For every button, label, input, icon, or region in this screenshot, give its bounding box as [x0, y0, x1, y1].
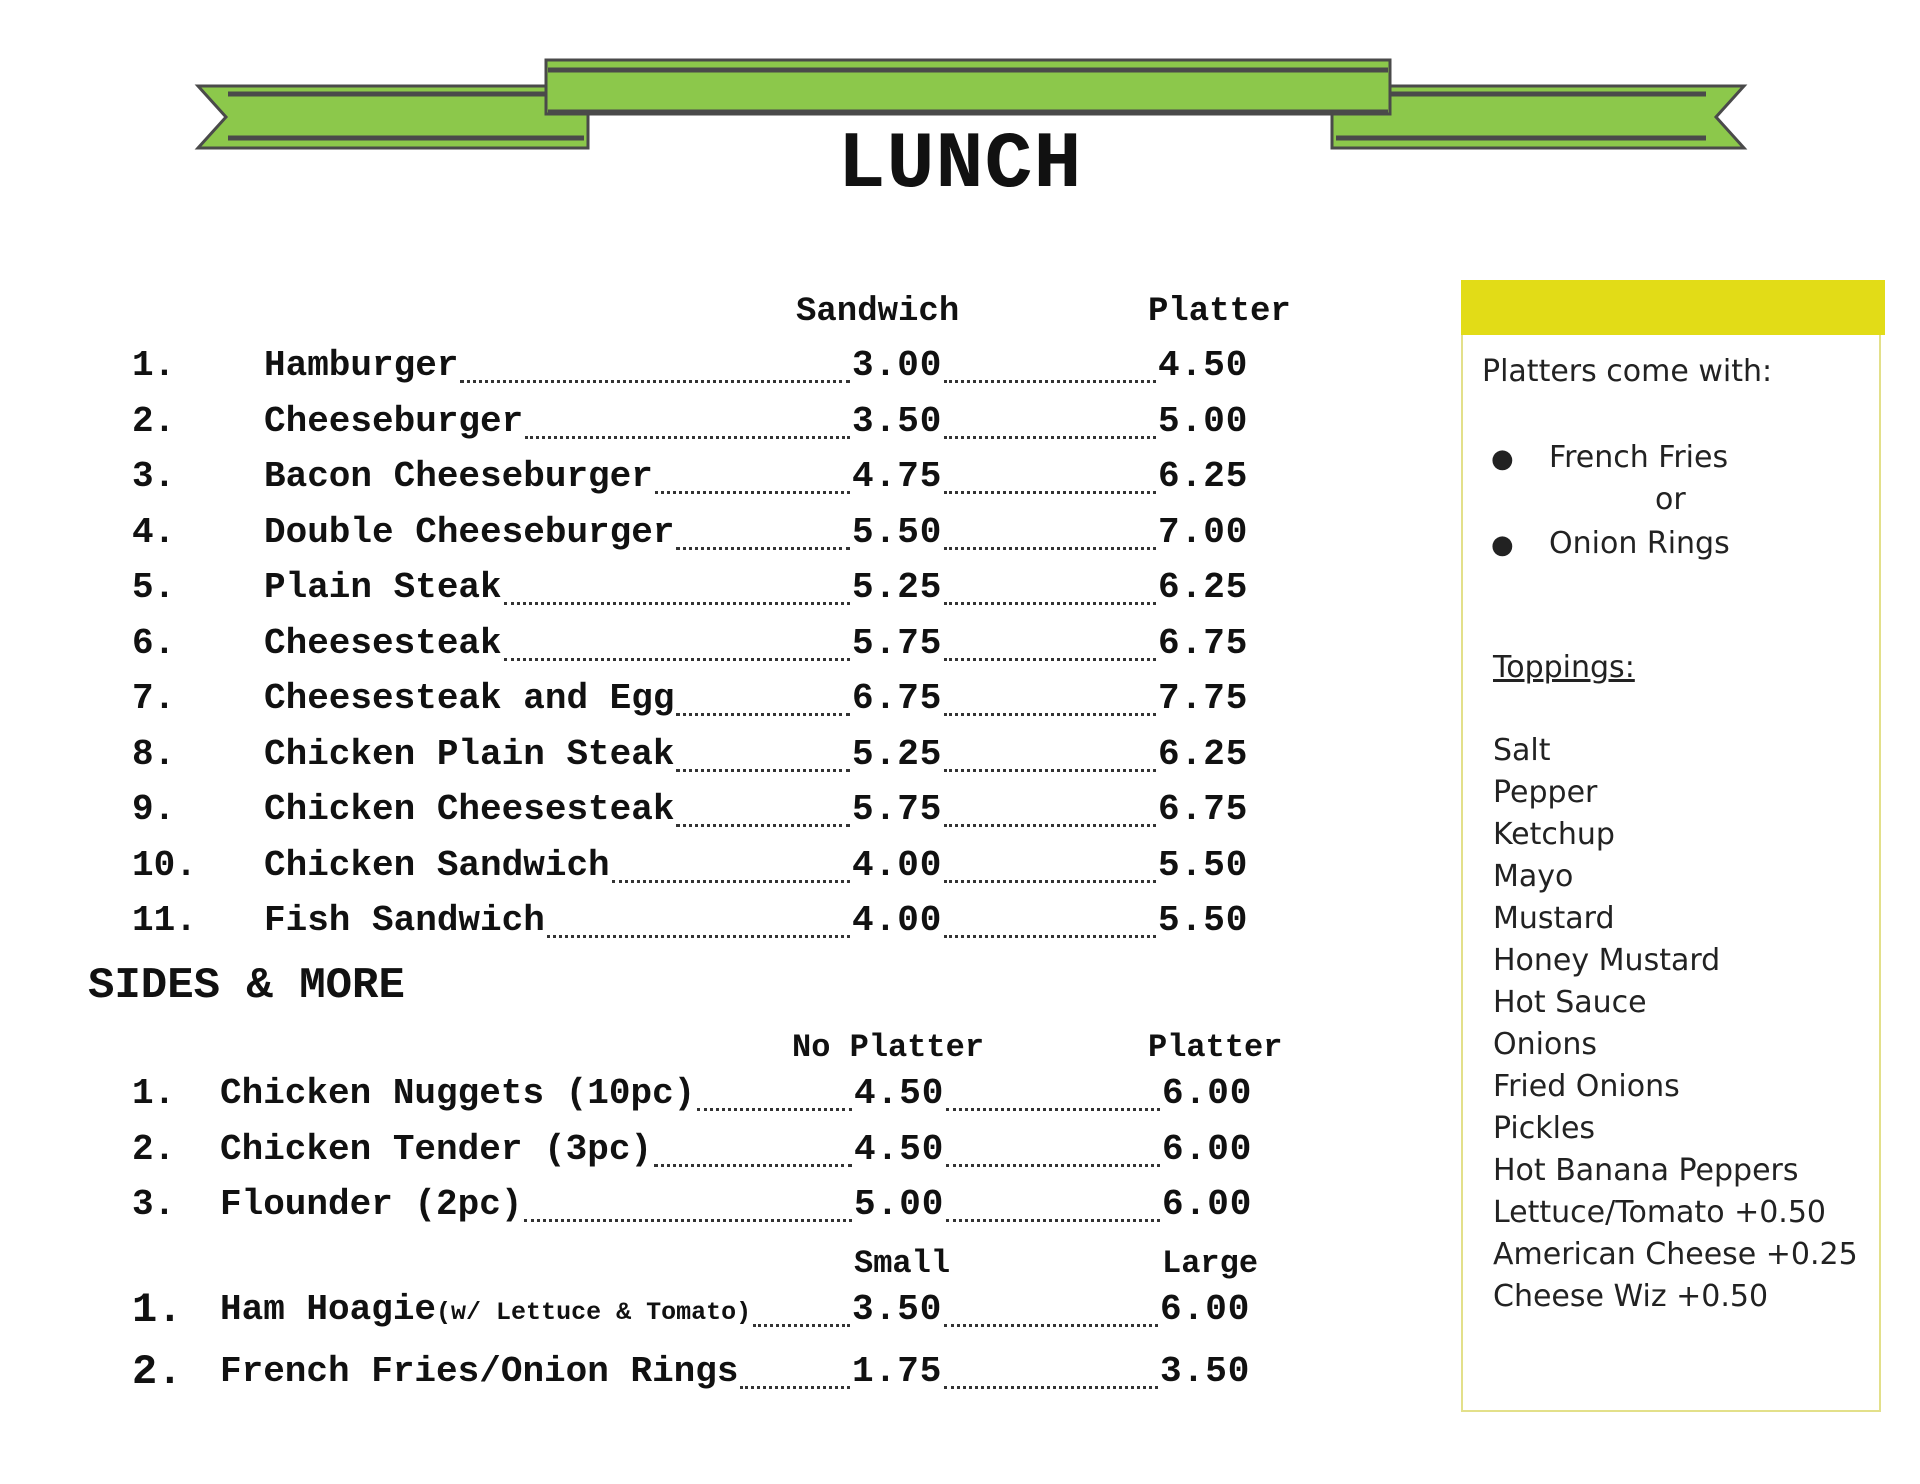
menu-item-row: [0, 564, 1300, 620]
item-name: [264, 453, 653, 501]
price-first: 4.75: [852, 456, 943, 497]
item-name-text: Bacon Cheeseburger: [264, 456, 653, 497]
topping-item: Salt: [1493, 733, 1551, 768]
platter-info-panel: [1461, 280, 1881, 1412]
item-name-text: Double Cheeseburger: [264, 511, 675, 553]
item-name: [264, 620, 502, 668]
item-name-text: Cheesesteak and Egg: [264, 678, 675, 719]
item-number: 11.: [132, 900, 197, 941]
dot-leader: [944, 713, 1156, 716]
more-header-small: Small: [854, 1245, 951, 1282]
menu-item-row: [0, 731, 1300, 787]
panel-header-bar: [1461, 280, 1885, 335]
menu-item-row: [0, 620, 1300, 676]
price-second: 6.75: [1158, 622, 1249, 664]
item-name-text: Chicken Tender (3pc): [220, 1128, 653, 1170]
menu-item-row: [0, 675, 1300, 731]
price-second: 6.00: [1162, 1073, 1253, 1114]
topping-item: Ketchup: [1493, 817, 1615, 852]
dot-leader: [944, 602, 1156, 605]
platter-option-separator: or: [1655, 482, 1686, 517]
item-name-text: Chicken Cheesesteak: [264, 789, 675, 830]
topping-item: American Cheese +0.25: [1493, 1237, 1858, 1272]
menu-item-row: [0, 1286, 1300, 1342]
topping-item: Hot Sauce: [1493, 985, 1647, 1020]
item-number: 6.: [132, 622, 176, 664]
menu-item-row: [0, 1126, 1300, 1182]
item-number: 3.: [132, 456, 176, 497]
more-header-large: Large: [1162, 1245, 1259, 1282]
dot-leader: [944, 491, 1156, 494]
price-second: 5.00: [1158, 400, 1249, 442]
platter-intro-text: Platters come with:: [1482, 354, 1773, 389]
topping-item: Mayo: [1493, 859, 1574, 894]
menu-item-row: [0, 842, 1300, 898]
item-number: 4.: [132, 511, 176, 553]
dot-leader: [676, 713, 850, 716]
item-number: 1.: [132, 1286, 183, 1334]
item-name: [264, 842, 610, 890]
dot-leader: [504, 658, 850, 661]
price-second: 6.00: [1162, 1184, 1253, 1225]
item-name: [264, 675, 674, 723]
dot-leader: [944, 935, 1156, 938]
dot-leader: [944, 436, 1156, 439]
item-number: 2.: [132, 400, 176, 442]
dot-leader: [612, 880, 850, 883]
price-second: 7.00: [1158, 511, 1249, 553]
price-second: 7.75: [1158, 678, 1249, 719]
dot-leader: [504, 602, 850, 605]
item-name: [220, 1126, 652, 1174]
toppings-list: [1493, 730, 1858, 1318]
topping-item: Mustard: [1493, 901, 1615, 936]
dot-leader: [946, 1164, 1160, 1167]
item-name-text: Chicken Plain Steak: [264, 733, 675, 775]
price-first: 4.50: [854, 1128, 945, 1170]
item-number: 1.: [132, 345, 176, 386]
sides-section-title: SIDES & MORE: [88, 961, 405, 1011]
item-name-text: Ham Hoagie: [220, 1289, 437, 1330]
price-second: 6.25: [1158, 567, 1249, 608]
item-name-text: Fish Sandwich: [264, 900, 545, 941]
dot-leader: [525, 436, 850, 439]
item-number: 5.: [132, 567, 176, 608]
topping-item: Honey Mustard: [1493, 943, 1721, 978]
bullet-icon: ●: [1491, 530, 1514, 560]
lunch-header-sandwich: Sandwich: [796, 293, 960, 331]
item-name-text: Cheeseburger: [264, 400, 524, 442]
price-first: 5.25: [852, 567, 943, 608]
item-number: 9.: [132, 789, 176, 830]
item-name: [220, 1070, 695, 1118]
price-first: 5.75: [852, 789, 943, 830]
sides-header-no-platter: No Platter: [792, 1029, 985, 1066]
toppings-heading: Toppings:: [1493, 650, 1635, 685]
item-name-text: Cheesesteak: [264, 622, 502, 664]
price-first: 5.25: [852, 733, 943, 775]
item-name: [264, 564, 502, 612]
menu-item-row: [0, 342, 1300, 398]
dot-leader: [944, 824, 1156, 827]
price-first: 3.00: [852, 345, 943, 386]
item-number: 2.: [132, 1128, 176, 1170]
bullet-icon: ●: [1491, 444, 1514, 474]
dot-leader: [654, 1164, 852, 1167]
dot-leader: [946, 1219, 1160, 1222]
topping-item: Onions: [1493, 1027, 1597, 1062]
price-first: 5.50: [852, 511, 943, 553]
price-second: 4.50: [1158, 345, 1249, 386]
dot-leader: [944, 380, 1156, 383]
dot-leader: [524, 1219, 852, 1222]
sides-header-platter: Platter: [1148, 1029, 1283, 1066]
item-name: [264, 342, 458, 390]
price-second: 6.75: [1158, 789, 1249, 830]
item-name-text: Hamburger: [264, 345, 459, 386]
price-first: 4.50: [854, 1073, 945, 1114]
price-first: 4.00: [852, 844, 943, 886]
item-number: 7.: [132, 678, 176, 719]
menu-item-row: [0, 1181, 1300, 1237]
menu-item-row: [0, 786, 1300, 842]
topping-item: Hot Banana Peppers: [1493, 1153, 1799, 1188]
price-first: 4.00: [852, 900, 943, 941]
item-name: [264, 731, 674, 779]
menu-item-row: [0, 453, 1300, 509]
lunch-header-platter: Platter: [1148, 293, 1291, 331]
price-first: 3.50: [852, 400, 943, 442]
dot-leader: [697, 1108, 852, 1111]
topping-item: Lettuce/Tomato +0.50: [1493, 1195, 1827, 1230]
dot-leader: [944, 1386, 1158, 1389]
menu-item-row: [0, 1070, 1300, 1126]
dot-leader: [460, 380, 850, 383]
price-first: 1.75: [852, 1351, 943, 1392]
dot-leader: [740, 1386, 850, 1389]
dot-leader: [676, 769, 850, 772]
item-name: [264, 897, 545, 945]
menu-item-row: [0, 1348, 1300, 1404]
price-first: 5.75: [852, 622, 943, 664]
price-second: 3.50: [1160, 1351, 1251, 1392]
item-name-text: Plain Steak: [264, 567, 502, 608]
item-name: [220, 1286, 751, 1337]
dot-leader: [944, 1324, 1158, 1327]
menu-item-row: [0, 897, 1300, 953]
dot-leader: [655, 491, 850, 494]
item-number: 1.: [132, 1073, 176, 1114]
dot-leader: [676, 824, 850, 827]
topping-item: Pepper: [1493, 775, 1598, 810]
item-name-text: French Fries/Onion Rings: [220, 1351, 739, 1392]
dot-leader: [676, 547, 850, 550]
dot-leader: [944, 880, 1156, 883]
item-name-text: Flounder (2pc): [220, 1184, 523, 1225]
item-name: [264, 509, 674, 557]
price-first: 6.75: [852, 678, 943, 719]
item-name-text: Chicken Sandwich: [264, 844, 610, 886]
topping-item: Fried Onions: [1493, 1069, 1680, 1104]
price-first: 5.00: [854, 1184, 945, 1225]
topping-item: Pickles: [1493, 1111, 1596, 1146]
platter-option: ● French Fries: [1491, 438, 1728, 479]
page-title: LUNCH: [837, 120, 1083, 211]
item-number: 8.: [132, 733, 176, 775]
dot-leader: [944, 658, 1156, 661]
dot-leader: [946, 1108, 1160, 1111]
price-second: 6.25: [1158, 456, 1249, 497]
item-number: 10.: [132, 844, 197, 886]
price-first: 3.50: [852, 1289, 943, 1330]
dot-leader: [944, 769, 1156, 772]
item-name: [264, 398, 523, 446]
item-number: 2.: [132, 1348, 183, 1396]
item-note: (w/ Lettuce & Tomato): [436, 1298, 752, 1327]
price-second: 6.00: [1162, 1128, 1253, 1170]
platter-option: ● Onion Rings: [1491, 524, 1730, 565]
item-name: [264, 786, 674, 834]
menu-item-row: [0, 509, 1300, 565]
dot-leader: [944, 547, 1156, 550]
dot-leader: [753, 1324, 850, 1327]
item-name: [220, 1181, 522, 1229]
dot-leader: [547, 935, 850, 938]
menu-item-row: [0, 398, 1300, 454]
price-second: 6.25: [1158, 733, 1249, 775]
topping-item: Cheese Wiz +0.50: [1493, 1279, 1769, 1314]
item-name: [220, 1348, 738, 1396]
price-second: 5.50: [1158, 844, 1249, 886]
item-name-text: Chicken Nuggets (10pc): [220, 1073, 696, 1114]
price-second: 5.50: [1158, 900, 1249, 941]
price-second: 6.00: [1160, 1289, 1251, 1330]
item-number: 3.: [132, 1184, 176, 1225]
